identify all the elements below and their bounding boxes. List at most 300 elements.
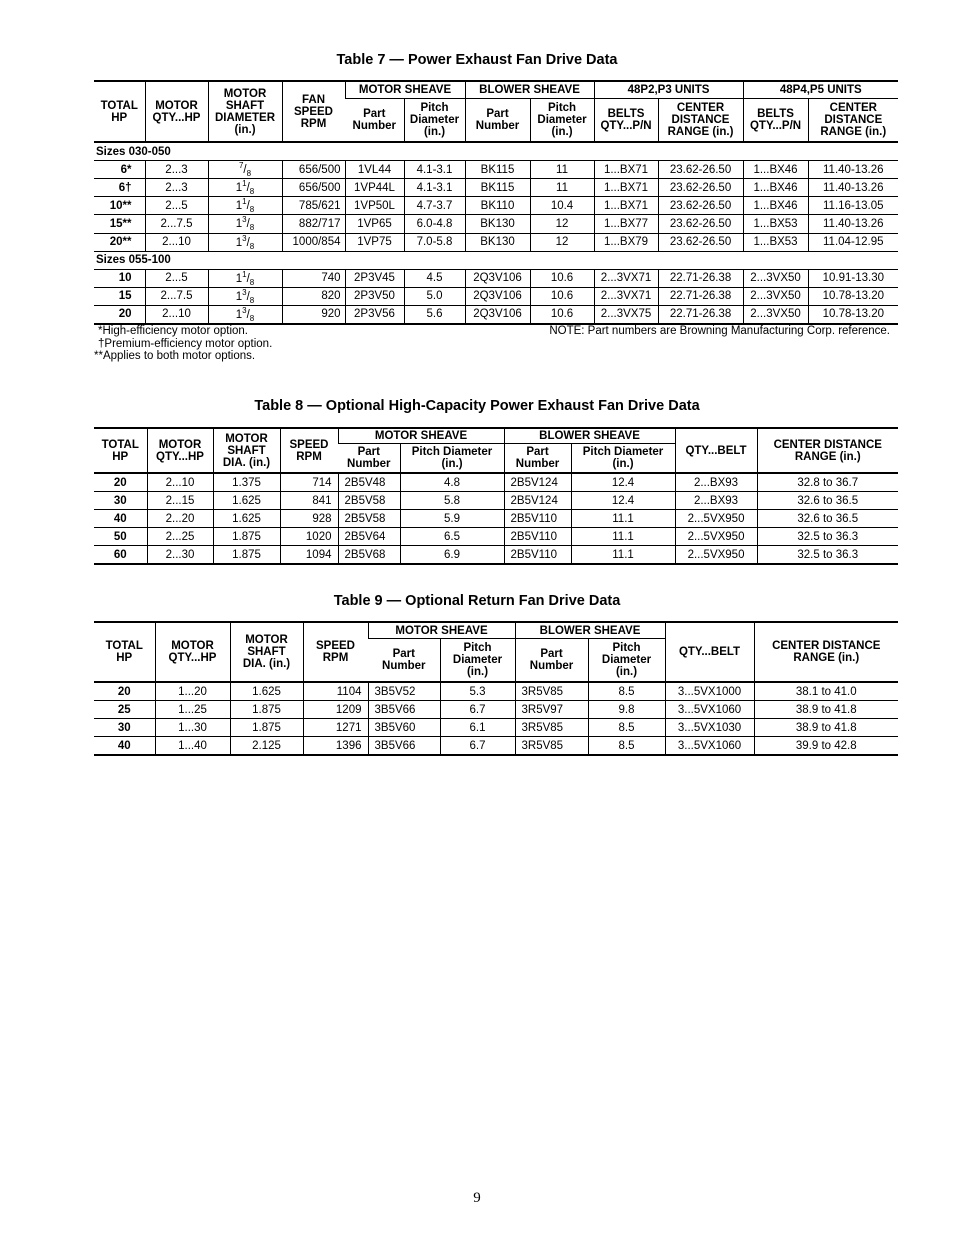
col-motor-qty (147, 428, 213, 473)
fan-speed-rpm: 656/500 (282, 161, 345, 179)
header-line: SHAFT (247, 646, 286, 658)
blower-pitch-diameter: 8.5 (588, 737, 665, 756)
blower-pitch-diameter: 12.4 (571, 492, 675, 510)
header-line: QTY...HP (168, 652, 217, 664)
header-line: Number (515, 458, 560, 470)
header-line: TOTAL (101, 438, 139, 451)
col-belts-p4p5 (743, 99, 808, 143)
table-row (94, 269, 898, 287)
fan-speed-rpm: 820 (282, 287, 345, 305)
center-distance: 38.9 to 41.8 (754, 701, 898, 719)
shaft-denominator: 8 (249, 295, 255, 305)
belts-p2p3: 1...BX71 (594, 179, 658, 197)
table-row (94, 546, 898, 565)
table-row (94, 233, 898, 251)
fan-speed-rpm: 920 (282, 305, 345, 324)
col-blower-pitch-diameter (530, 99, 594, 143)
shaft-denominator: 8 (249, 187, 255, 197)
table-row (94, 161, 898, 179)
center-distance-p2p3: 23.62-26.50 (658, 215, 743, 233)
header-line: Number (475, 120, 520, 132)
header-line: BELTS (607, 108, 645, 120)
total-hp: 15** (94, 215, 145, 233)
col-blower-part-number (515, 639, 588, 683)
table-row (94, 179, 898, 197)
header-line: Diameter (537, 114, 587, 126)
center-distance-p4p5: 11.40-13.26 (808, 179, 898, 197)
shaft-denominator: 8 (249, 241, 255, 251)
header-line: MOTOR (158, 438, 202, 451)
fan-speed-rpm: 656/500 (282, 179, 345, 197)
header-line: Part (363, 108, 386, 120)
speed-rpm: 1104 (303, 682, 368, 701)
motor-part-number: 2B5V68 (338, 546, 400, 565)
total-hp: 25 (94, 701, 155, 719)
qty-belt: 3...5VX1000 (665, 682, 754, 701)
section-label: Sizes 030-050 (94, 142, 898, 161)
motor-pitch-diameter: 5.3 (440, 682, 515, 701)
header-line: DIAMETER (214, 111, 276, 124)
blower-pitch-diameter: 10.6 (530, 287, 594, 305)
belts-p4p5: 1...BX46 (743, 197, 808, 215)
center-distance-p2p3: 22.71-26.38 (658, 305, 743, 324)
shaft-whole: 1 (235, 218, 243, 231)
motor-pitch-diameter: 6.7 (440, 701, 515, 719)
header-line: Number (347, 458, 391, 470)
header-line: SHAFT (227, 444, 266, 457)
motor-pitch-diameter: 4.1-3.1 (404, 179, 465, 197)
motor-part-number: 2B5V64 (338, 528, 400, 546)
table-row (94, 215, 898, 233)
footnote-high-efficiency: *High-efficiency motor option. (98, 325, 248, 337)
blower-pitch-diameter: 8.5 (588, 682, 665, 701)
table-row (94, 528, 898, 546)
header-line: Pitch (463, 642, 492, 654)
col-center-distance (754, 622, 898, 682)
header-line: Pitch (612, 642, 641, 654)
shaft-numerator: 1 (242, 197, 247, 207)
blower-part-number: 3R5V85 (515, 737, 588, 756)
motor-shaft-diameter: 1.625 (230, 682, 303, 701)
qty-belt: 3...5VX1060 (665, 737, 754, 756)
center-distance: 32.6 to 36.5 (757, 510, 898, 528)
motor-qty-hp: 2...3 (145, 179, 208, 197)
motor-pitch-diameter: 6.9 (400, 546, 504, 565)
motor-qty-hp: 2...10 (147, 473, 213, 492)
motor-pitch-diameter: 6.7 (440, 737, 515, 756)
shaft-denominator: 8 (249, 223, 255, 233)
qty-belt: 3...5VX1060 (665, 701, 754, 719)
center-distance-p4p5: 11.40-13.26 (808, 215, 898, 233)
blower-part-number: 2B5V110 (504, 510, 571, 528)
col-motor-pitch-diameter (404, 99, 465, 143)
header-line: Pitch Diameter (411, 446, 493, 458)
header-line: TOTAL (105, 640, 143, 652)
header-line: HP (111, 111, 128, 124)
table8 (94, 427, 898, 565)
shaft-numerator: 3 (242, 305, 247, 315)
header-line: QTY...HP (156, 450, 204, 463)
header-line: DISTANCE (824, 114, 883, 126)
blower-pitch-diameter: 12 (530, 233, 594, 251)
header-line: Number (529, 660, 574, 672)
header-line: RANGE (in.) (793, 652, 860, 664)
group-motor-sheave: MOTOR SHEAVE (345, 81, 465, 99)
blower-pitch-diameter: 11.1 (571, 510, 675, 528)
blower-pitch-diameter: 12.4 (571, 473, 675, 492)
header-line: MOTOR (223, 87, 267, 100)
motor-part-number: 2B5V58 (338, 510, 400, 528)
shaft-whole: 1 (235, 272, 243, 285)
table-row (94, 682, 898, 701)
center-distance: 32.5 to 36.3 (757, 546, 898, 565)
section-label: Sizes 055-100 (94, 251, 898, 269)
col-motor-pitch-diameter (440, 639, 515, 683)
speed-rpm: 1209 (303, 701, 368, 719)
blower-pitch-diameter: 12 (530, 215, 594, 233)
header-line: CENTER DISTANCE (772, 640, 881, 652)
header-line: SHAFT (225, 99, 265, 112)
motor-shaft-diameter: $^7/_8$ (208, 161, 282, 179)
belts-p2p3: 2...3VX71 (594, 269, 658, 287)
motor-pitch-diameter: 4.1-3.1 (404, 161, 465, 179)
motor-qty-hp: 2...5 (145, 269, 208, 287)
header-line: DIA. (in.) (242, 658, 291, 670)
part-number-note: NOTE: Part numbers are Browning Manufacturing Corp. reference. (549, 325, 890, 337)
motor-qty-hp: 2...7.5 (145, 215, 208, 233)
belts-p4p5: 2...3VX50 (743, 305, 808, 324)
total-hp: 40 (94, 737, 155, 756)
header-line: RANGE (in.) (794, 450, 861, 463)
blower-part-number: BK115 (465, 179, 530, 197)
motor-part-number: 2B5V48 (338, 473, 400, 492)
col-motor-shaft (208, 81, 282, 142)
header-line: Number (352, 120, 396, 132)
shaft-whole: 1 (235, 290, 243, 303)
speed-rpm: 1094 (280, 546, 338, 565)
total-hp: 30 (94, 719, 155, 737)
blower-pitch-diameter: 11.1 (571, 546, 675, 565)
shaft-denominator: 8 (249, 314, 255, 323)
blower-part-number: 2B5V124 (504, 492, 571, 510)
total-hp: 60 (94, 546, 147, 565)
header-line: QTY...HP (152, 111, 201, 124)
header-line: Diameter (452, 654, 503, 666)
center-distance-p2p3: 23.62-26.50 (658, 161, 743, 179)
belts-p4p5: 2...3VX50 (743, 269, 808, 287)
header-line: TOTAL (100, 99, 138, 112)
motor-pitch-diameter: 6.1 (440, 719, 515, 737)
header-line: RPM (296, 450, 322, 463)
belts-p2p3: 1...BX79 (594, 233, 658, 251)
col-motor-qty (155, 622, 230, 682)
header-line: MOTOR (155, 99, 198, 112)
col-belts-p2p3 (594, 99, 658, 143)
header-line: RANGE (in.) (667, 126, 734, 138)
motor-pitch-diameter: 4.5 (404, 269, 465, 287)
table-row (94, 305, 898, 324)
blower-pitch-diameter: 11 (530, 161, 594, 179)
motor-shaft-diameter: $1^1/_8$ (208, 197, 282, 215)
center-distance-p4p5: 11.40-13.26 (808, 161, 898, 179)
header-line: Part (392, 648, 415, 660)
header-line: CENTER DISTANCE (773, 438, 882, 451)
speed-rpm: 1020 (280, 528, 338, 546)
qty-belt: 2...5VX950 (675, 510, 757, 528)
motor-shaft-diameter: 1.875 (213, 546, 280, 565)
motor-part-number: 2P3V50 (345, 287, 404, 305)
motor-part-number: 3B5V52 (368, 682, 440, 701)
group-blower-sheave: BLOWER SHEAVE (504, 428, 675, 444)
motor-qty-hp: 2...10 (145, 305, 208, 324)
center-distance: 39.9 to 42.8 (754, 737, 898, 756)
motor-pitch-diameter: 5.9 (400, 510, 504, 528)
header-line: Diameter (409, 114, 460, 126)
center-distance-p4p5: 11.04-12.95 (808, 233, 898, 251)
header-line: HP (116, 652, 133, 664)
blower-pitch-diameter: 10.6 (530, 305, 594, 324)
header-line: DISTANCE (671, 114, 730, 126)
total-hp: 6† (94, 179, 145, 197)
blower-pitch-diameter: 10.4 (530, 197, 594, 215)
motor-shaft-diameter: $1^3/_8$ (208, 305, 282, 324)
col-total-hp (94, 428, 147, 473)
shaft-denominator: 8 (249, 277, 255, 287)
motor-part-number: 1VL44 (345, 161, 404, 179)
motor-qty-hp: 1...20 (155, 682, 230, 701)
page-number: 9 (473, 1190, 481, 1206)
qty-belt: 2...BX93 (675, 473, 757, 492)
shaft-whole: 1 (235, 308, 243, 321)
motor-shaft-diameter: $1^1/_8$ (208, 269, 282, 287)
qty-belt: 3...5VX1030 (665, 719, 754, 737)
header-line: (in.) (441, 458, 463, 470)
header-line: Diameter (601, 654, 652, 666)
center-distance: 38.9 to 41.8 (754, 719, 898, 737)
shaft-whole: 1 (235, 181, 243, 194)
shaft-numerator: 3 (242, 233, 247, 243)
table-row (94, 701, 898, 719)
motor-part-number: 1VP65 (345, 215, 404, 233)
total-hp: 30 (94, 492, 147, 510)
total-hp: 20 (94, 473, 147, 492)
belts-p4p5: 1...BX46 (743, 179, 808, 197)
motor-shaft-diameter: $1^3/_8$ (208, 215, 282, 233)
blower-part-number: 2B5V110 (504, 528, 571, 546)
table-row (94, 719, 898, 737)
table-row (94, 473, 898, 492)
blower-part-number: BK110 (465, 197, 530, 215)
section-row (94, 251, 898, 269)
table8-title: Table 8 — Optional High-Capacity Power Exhaust Fan Drive Data (254, 398, 700, 414)
col-motor-part-number (345, 99, 404, 143)
header-line: (in.) (466, 666, 489, 678)
table7-title: Table 7 — Power Exhaust Fan Drive Data (336, 52, 618, 68)
motor-shaft-diameter: $1^1/_8$ (208, 179, 282, 197)
col-speed (303, 622, 368, 682)
header-line: Part (486, 108, 509, 120)
blower-pitch-diameter: 11.1 (571, 528, 675, 546)
header-line: (in.) (612, 458, 634, 470)
table-row (94, 492, 898, 510)
total-hp: 20 (94, 682, 155, 701)
motor-pitch-diameter: 4.7-3.7 (404, 197, 465, 215)
header-line: Part (357, 446, 380, 458)
total-hp: 10** (94, 197, 145, 215)
col-motor-shaft (213, 428, 280, 473)
motor-qty-hp: 2...20 (147, 510, 213, 528)
center-distance: 32.5 to 36.3 (757, 528, 898, 546)
motor-qty-hp: 2...25 (147, 528, 213, 546)
belts-p2p3: 1...BX71 (594, 161, 658, 179)
shaft-denominator: 8 (246, 169, 252, 179)
speed-rpm: 1271 (303, 719, 368, 737)
motor-part-number: 2P3V56 (345, 305, 404, 324)
motor-pitch-diameter: 6.5 (400, 528, 504, 546)
blower-part-number: BK130 (465, 215, 530, 233)
center-distance-p4p5: 10.78-13.20 (808, 305, 898, 324)
total-hp: 15 (94, 287, 145, 305)
col-motor-qty (145, 81, 208, 142)
header-line: (in.) (234, 123, 256, 136)
header-line: SPEED (316, 640, 355, 652)
col-blower-pitch-diameter (588, 639, 665, 683)
footnotes (94, 325, 273, 363)
header-line: FAN (302, 93, 325, 106)
col-center-distance-p2p3 (658, 99, 743, 143)
col-center-distance (757, 428, 898, 473)
motor-qty-hp: 2...15 (147, 492, 213, 510)
fan-speed-rpm: 1000/854 (282, 233, 345, 251)
header-line: RPM (300, 117, 327, 130)
table9 (94, 621, 898, 756)
header-line: (in.) (551, 126, 573, 138)
fan-speed-rpm: 785/621 (282, 197, 345, 215)
col-motor-part-number (338, 444, 400, 474)
motor-part-number: 1VP44L (345, 179, 404, 197)
motor-shaft-diameter: 1.875 (230, 701, 303, 719)
table7 (94, 80, 898, 325)
motor-part-number: 2P3V45 (345, 269, 404, 287)
motor-shaft-diameter: $1^3/_8$ (208, 233, 282, 251)
header-line: Part (526, 446, 549, 458)
motor-pitch-diameter: 6.0-4.8 (404, 215, 465, 233)
group-blower-sheave: BLOWER SHEAVE (465, 81, 594, 99)
belts-p2p3: 1...BX71 (594, 197, 658, 215)
center-distance: 32.8 to 36.7 (757, 473, 898, 492)
header-line: QTY...P/N (600, 120, 652, 132)
center-distance-p4p5: 10.91-13.30 (808, 269, 898, 287)
header-line: CENTER (676, 102, 725, 114)
belts-p4p5: 1...BX53 (743, 233, 808, 251)
shaft-numerator: 3 (242, 287, 247, 297)
motor-pitch-diameter: 5.6 (404, 305, 465, 324)
qty-belt: 2...5VX950 (675, 528, 757, 546)
motor-qty-hp: 2...3 (145, 161, 208, 179)
motor-pitch-diameter: 7.0-5.8 (404, 233, 465, 251)
header-line: SPEED (289, 438, 329, 451)
center-distance-p4p5: 11.16-13.05 (808, 197, 898, 215)
header-line: Part (540, 648, 563, 660)
shaft-numerator: 7 (238, 161, 244, 170)
col-motor-pitch-diameter (400, 444, 504, 474)
motor-qty-hp: 2...5 (145, 197, 208, 215)
motor-qty-hp: 2...10 (145, 233, 208, 251)
belts-p4p5: 1...BX53 (743, 215, 808, 233)
shaft-numerator: 3 (242, 215, 247, 225)
blower-pitch-diameter: 11 (530, 179, 594, 197)
shaft-whole: 1 (235, 236, 243, 249)
total-hp: 50 (94, 528, 147, 546)
motor-qty-hp: 1...25 (155, 701, 230, 719)
center-distance-p4p5: 10.78-13.20 (808, 287, 898, 305)
blower-pitch-diameter: 10.6 (530, 269, 594, 287)
motor-part-number: 1VP75 (345, 233, 404, 251)
group-48p4-p5-units: 48P4,P5 UNITS (743, 81, 898, 99)
belts-p2p3: 2...3VX71 (594, 287, 658, 305)
blower-pitch-diameter: 9.8 (588, 701, 665, 719)
shaft-numerator: 1 (242, 179, 247, 189)
motor-shaft-diameter: $1^3/_8$ (208, 287, 282, 305)
total-hp: 10 (94, 269, 145, 287)
total-hp: 20 (94, 305, 145, 324)
motor-shaft-diameter: 1.625 (213, 492, 280, 510)
qty-belt: 2...5VX950 (675, 546, 757, 565)
center-distance-p2p3: 23.62-26.50 (658, 197, 743, 215)
blower-part-number: 2Q3V106 (465, 305, 530, 324)
col-blower-part-number (465, 99, 530, 143)
blower-part-number: 3R5V85 (515, 719, 588, 737)
table9-title: Table 9 — Optional Return Fan Drive Data (333, 593, 621, 609)
col-qty-belt: QTY...BELT (665, 622, 754, 682)
motor-shaft-diameter: 1.875 (230, 719, 303, 737)
table-row (94, 287, 898, 305)
table-row (94, 737, 898, 756)
blower-part-number: 3R5V97 (515, 701, 588, 719)
footnote-both-options: **Applies to both motor options. (94, 350, 256, 362)
header-line: QTY...P/N (749, 120, 802, 132)
header-line: MOTOR (245, 634, 288, 646)
header-line: RANGE (in.) (820, 126, 887, 138)
col-total-hp (94, 622, 155, 682)
shaft-whole: 1 (235, 200, 243, 213)
header-line: (in.) (423, 126, 446, 138)
header-line: (in.) (615, 666, 638, 678)
blower-pitch-diameter: 8.5 (588, 719, 665, 737)
col-motor-part-number (368, 639, 440, 683)
col-qty-belt: QTY...BELT (675, 428, 757, 473)
group-motor-sheave: MOTOR SHEAVE (368, 622, 515, 639)
motor-pitch-diameter: 5.8 (400, 492, 504, 510)
motor-qty-hp: 2...7.5 (145, 287, 208, 305)
fan-speed-rpm: 740 (282, 269, 345, 287)
group-blower-sheave: BLOWER SHEAVE (515, 622, 665, 639)
col-motor-shaft (230, 622, 303, 682)
header-line: Pitch Diameter (582, 446, 664, 458)
motor-shaft-diameter: 1.625 (213, 510, 280, 528)
motor-part-number: 3B5V60 (368, 719, 440, 737)
motor-part-number: 3B5V66 (368, 701, 440, 719)
belts-p2p3: 1...BX77 (594, 215, 658, 233)
motor-part-number: 3B5V66 (368, 737, 440, 756)
motor-part-number: 2B5V58 (338, 492, 400, 510)
center-distance-p2p3: 22.71-26.38 (658, 269, 743, 287)
blower-part-number: BK130 (465, 233, 530, 251)
blower-part-number: 2B5V124 (504, 473, 571, 492)
motor-pitch-diameter: 5.0 (404, 287, 465, 305)
shaft-numerator: 1 (242, 269, 247, 279)
header-line: Pitch (547, 102, 577, 114)
